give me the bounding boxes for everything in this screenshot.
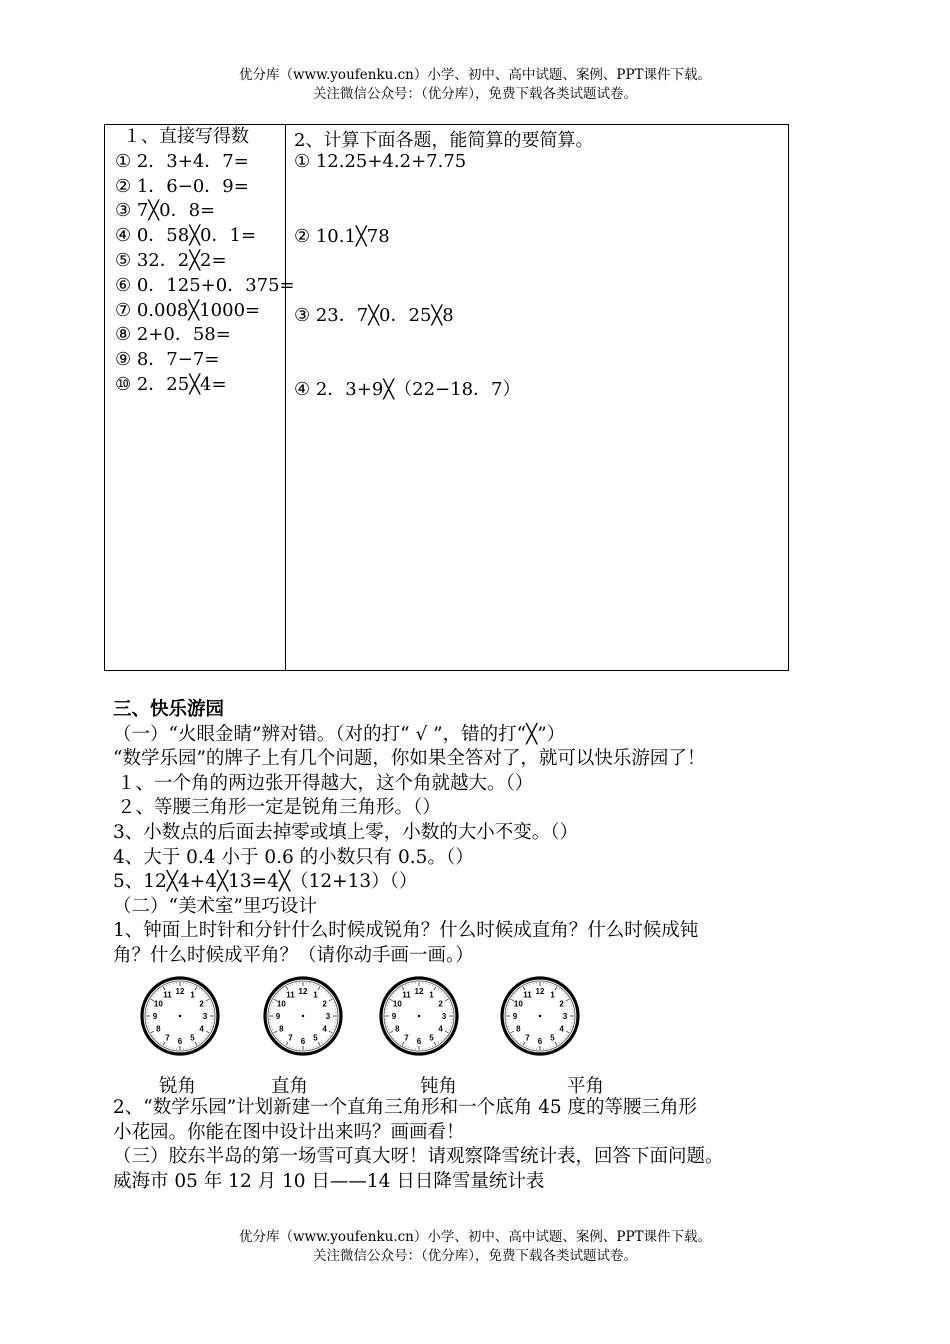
footer-line-1: 优分库（www.youfenku.cn）小学、初中、高中试题、案例、PPT课件下载。 bbox=[238, 1229, 712, 1245]
mental-math-item: ④ 0．58╳0．1= bbox=[115, 225, 257, 247]
computation-item: ② 10.1╳78 bbox=[294, 226, 390, 247]
part-3-title: （三）胶东半岛的第一场雪可真大呀！请观察降雪统计表，回答下面问题。 bbox=[113, 1146, 724, 1168]
svg-text:4: 4 bbox=[559, 1024, 564, 1034]
svg-text:4: 4 bbox=[322, 1024, 327, 1034]
svg-text:4: 4 bbox=[199, 1024, 204, 1034]
snowfall-table-caption: 威海市 05 年 12 月 10 日——14 日日降雪量统计表 bbox=[113, 1170, 545, 1192]
svg-text:3: 3 bbox=[202, 1012, 208, 1021]
computation-cell bbox=[286, 125, 789, 671]
mental-math-item: ② 1．6−0．9= bbox=[115, 175, 249, 197]
statement: 5、12╳4+4╳13=4╳（12+13）（） bbox=[113, 871, 418, 893]
page-footer bbox=[0, 1228, 950, 1266]
svg-text:1: 1 bbox=[190, 990, 195, 1000]
svg-text:9: 9 bbox=[512, 1012, 518, 1021]
footer-line-2: 关注微信公众号：（优分库），免费下载各类试题试卷。 bbox=[313, 1248, 637, 1264]
svg-text:2: 2 bbox=[438, 999, 443, 1009]
svg-text:12: 12 bbox=[175, 987, 185, 996]
mental-math-item: ⑩ 2．25╳4= bbox=[115, 373, 227, 395]
svg-text:6: 6 bbox=[177, 1037, 183, 1046]
svg-text:2: 2 bbox=[322, 999, 327, 1009]
svg-text:9: 9 bbox=[275, 1012, 281, 1021]
svg-text:8: 8 bbox=[395, 1024, 400, 1034]
svg-text:6: 6 bbox=[300, 1037, 306, 1046]
svg-text:7: 7 bbox=[288, 1033, 293, 1043]
mental-math-item: ⑤ 32．2╳2= bbox=[115, 249, 227, 271]
clock-faces bbox=[0, 974, 950, 1064]
svg-text:7: 7 bbox=[404, 1033, 409, 1043]
svg-text:10: 10 bbox=[276, 999, 286, 1009]
svg-text:6: 6 bbox=[537, 1037, 543, 1046]
svg-text:3: 3 bbox=[441, 1012, 447, 1021]
question-2-line-1: 2、“数学乐园”计划新建一个直角三角形和一个底角 45 度的等腰三角形 bbox=[113, 1097, 697, 1118]
clock-face-icon bbox=[377, 974, 461, 1058]
svg-text:11: 11 bbox=[163, 990, 172, 1000]
part-1-title: （一）“火眼金睛”辨对错。（对的打“ √ ”，错的打“╳”） bbox=[113, 723, 566, 745]
section-3 bbox=[113, 698, 853, 969]
svg-text:1: 1 bbox=[313, 990, 318, 1000]
svg-text:1: 1 bbox=[429, 990, 434, 1000]
svg-text:5: 5 bbox=[313, 1033, 318, 1043]
computation-title: 2、计算下面各题，能简算的要简算。 bbox=[294, 130, 594, 151]
question-1-line-2: 角？什么时候成平角？（请你动手画一画。） bbox=[113, 944, 474, 966]
header-line-1: 优分库（www.youfenku.cn）小学、初中、高中试题、案例、PPT课件下载。 bbox=[238, 67, 712, 83]
header-line-2: 关注微信公众号：（优分库），免费下载各类试题试卷。 bbox=[313, 86, 637, 102]
svg-text:8: 8 bbox=[156, 1024, 161, 1034]
svg-text:12: 12 bbox=[414, 987, 424, 996]
clock-label-acute: 锐角 bbox=[159, 1076, 197, 1097]
svg-text:1: 1 bbox=[550, 990, 555, 1000]
computation-item: ④ 2．3+9╳（22−18．7） bbox=[294, 379, 521, 400]
clock-face-icon bbox=[498, 974, 582, 1058]
part-2-title: （二）“美术室”里巧设计 bbox=[113, 895, 317, 917]
svg-text:5: 5 bbox=[429, 1033, 434, 1043]
svg-text:10: 10 bbox=[392, 999, 402, 1009]
clock-face-icon bbox=[261, 974, 345, 1058]
statement: 4、大于 0.4 小于 0.6 的小数只有 0.5。（） bbox=[113, 846, 474, 868]
svg-text:5: 5 bbox=[190, 1033, 195, 1043]
question-2-line-2: 小花园。你能在图中设计出来吗？画画看！ bbox=[113, 1121, 465, 1143]
question-1-line-1: 1、钟面上时针和分针什么时候成锐角？什么时候成直角？什么时候成钝 bbox=[113, 920, 699, 942]
mental-math-item: ① 2．3+4．7= bbox=[115, 150, 249, 172]
mental-math-item: ⑧ 2+0．58= bbox=[115, 324, 231, 346]
svg-text:7: 7 bbox=[165, 1033, 170, 1043]
clock-label-right: 直角 bbox=[271, 1076, 309, 1097]
mental-math-item: ⑦ 0.008╳1000= bbox=[115, 299, 261, 321]
svg-text:8: 8 bbox=[279, 1024, 284, 1034]
svg-text:3: 3 bbox=[562, 1012, 568, 1021]
page-header bbox=[0, 66, 950, 104]
svg-text:12: 12 bbox=[298, 987, 308, 996]
section-title: 三、快乐游园 bbox=[113, 699, 225, 720]
mental-math-item: ⑥ 0．125+0．375= bbox=[115, 274, 295, 296]
svg-text:9: 9 bbox=[152, 1012, 158, 1021]
svg-text:11: 11 bbox=[286, 990, 295, 1000]
calculation-table bbox=[104, 124, 789, 671]
svg-text:12: 12 bbox=[535, 987, 545, 996]
svg-text:2: 2 bbox=[199, 999, 204, 1009]
mental-math-title: １、直接写得数 bbox=[123, 126, 249, 147]
mental-math-cell bbox=[105, 125, 295, 671]
svg-text:10: 10 bbox=[513, 999, 523, 1009]
svg-text:8: 8 bbox=[516, 1024, 521, 1034]
part-1-intro: “数学乐园”的牌子上有几个问题，你如果全答对了，就可以快乐游园了！ bbox=[113, 748, 706, 770]
computation-item: ③ 23．7╳0．25╳8 bbox=[294, 305, 454, 326]
mental-math-item: ③ 7╳0．8= bbox=[115, 200, 216, 222]
section-3-continued bbox=[113, 1096, 853, 1194]
statement: 3、小数点的后面去掉零或填上零，小数的大小不变。（） bbox=[113, 821, 579, 843]
svg-text:3: 3 bbox=[325, 1012, 331, 1021]
clock-label-straight: 平角 bbox=[567, 1076, 605, 1097]
svg-text:10: 10 bbox=[153, 999, 163, 1009]
svg-text:11: 11 bbox=[523, 990, 532, 1000]
clock-label-obtuse: 钝角 bbox=[420, 1076, 458, 1097]
mental-math-item: ⑨ 8．7−7= bbox=[115, 349, 220, 371]
statement: ２、等腰三角形一定是锐角三角形。（） bbox=[117, 797, 441, 819]
svg-text:5: 5 bbox=[550, 1033, 555, 1043]
svg-text:7: 7 bbox=[525, 1033, 530, 1043]
svg-text:4: 4 bbox=[438, 1024, 443, 1034]
svg-text:11: 11 bbox=[402, 990, 411, 1000]
computation-item: ① 12.25+4.2+7.75 bbox=[294, 151, 467, 172]
svg-text:2: 2 bbox=[559, 999, 564, 1009]
svg-text:9: 9 bbox=[391, 1012, 397, 1021]
clock-face-icon bbox=[138, 974, 222, 1058]
statement: １、一个角的两边张开得越大，这个角就越大。（） bbox=[117, 772, 534, 794]
svg-text:6: 6 bbox=[416, 1037, 422, 1046]
